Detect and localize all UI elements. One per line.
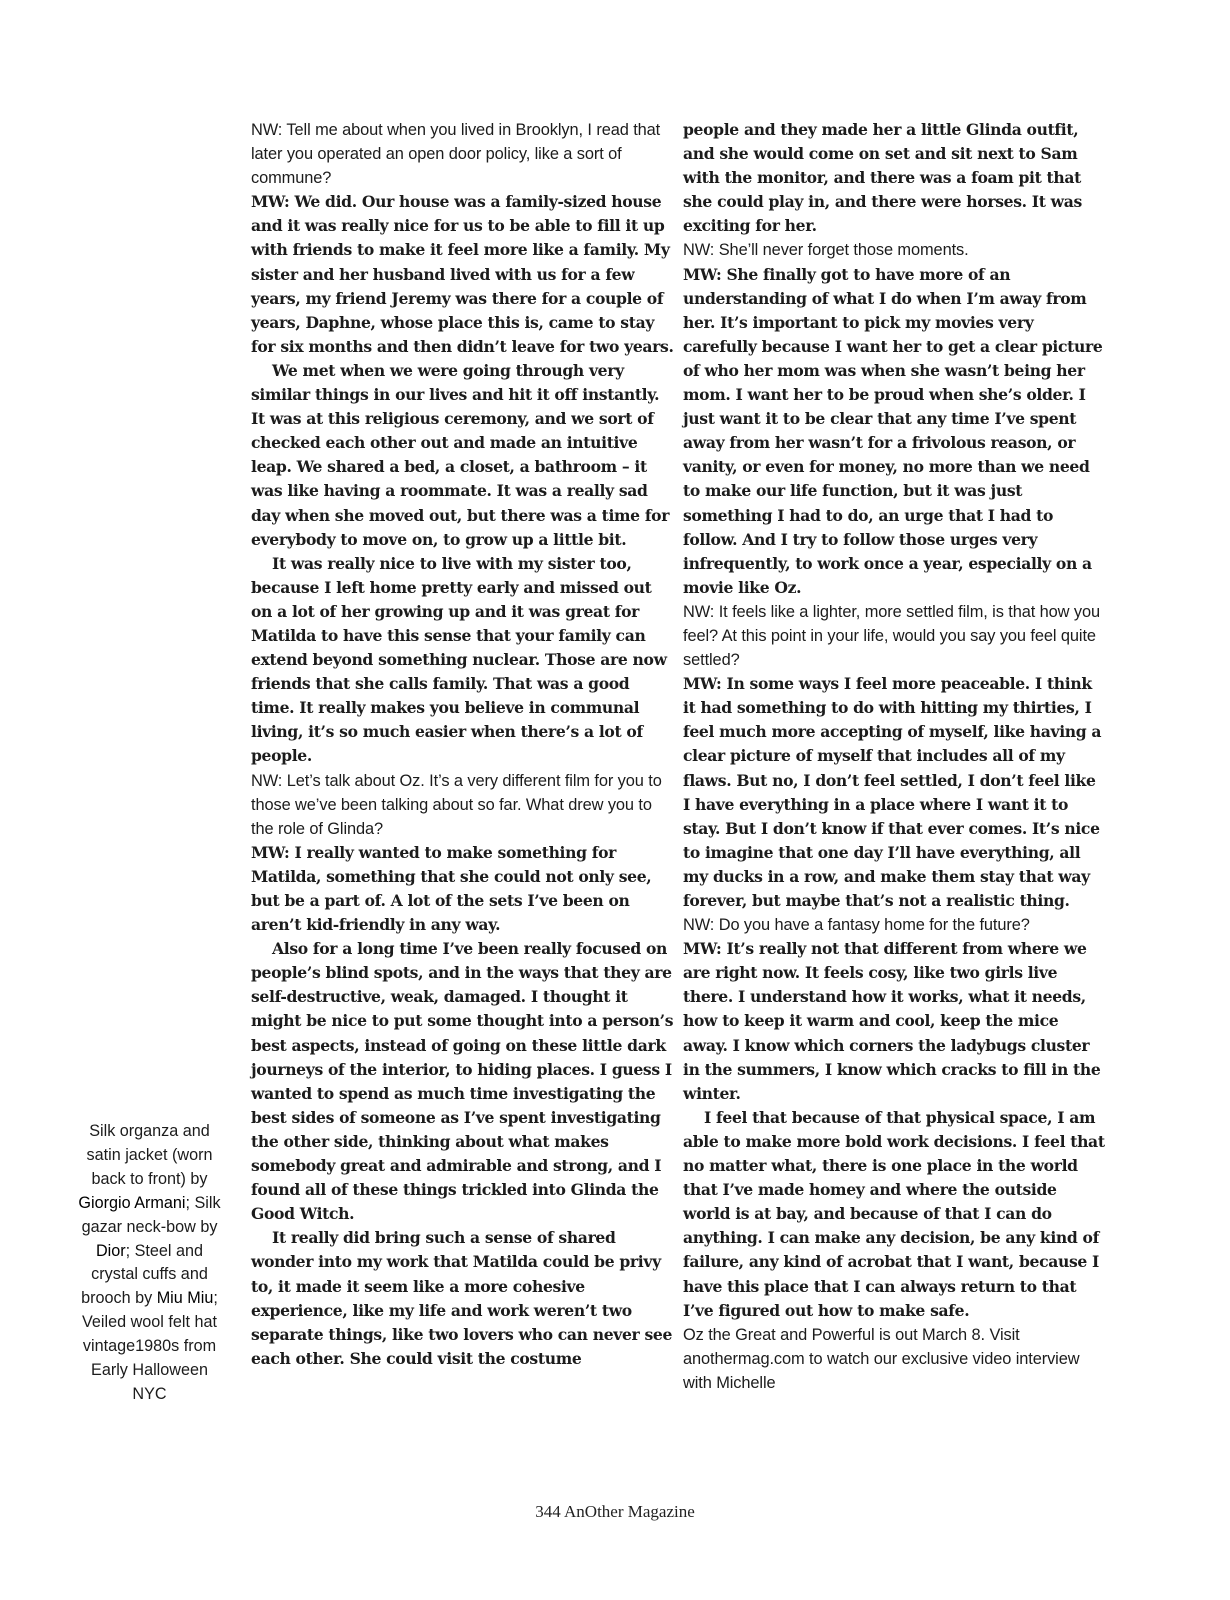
caption-text: Silk organza and satin jacket (worn back to front) by bbox=[86, 1122, 213, 1188]
interview-answer: MW: It’s really not that different from where we are right now. It feels cosy, like two girls live there. I understand how it works, what it needs, how to keep it warm and cool, keep the mice away. I know which corners the ladybugs cluster in the summers, I know which cracks to fill in the winter. bbox=[683, 939, 1101, 1103]
caption-credit: Miu Miu bbox=[156, 1289, 214, 1308]
interview-answer: people and they made her a little Glinda outfit, and she would come on set and sit next to Sam with the monitor, and there was a foam pit that she could play in, and there were horses. It was exciting for her. bbox=[683, 120, 1082, 236]
interview-question: Oz the Great and Powerful is out March 8. Visit anothermag.com to watch our exclusive video interview with Michelle bbox=[683, 1325, 1080, 1392]
interview-question: NW: Do you have a fantasy home for the future? bbox=[683, 916, 1030, 935]
interview-answer: I feel that because of that physical space, I am able to make more bold work decisions. I feel that no matter what, there is one place in the world that I’ve made homey and where the outside world is at bay, and because of that I can do anything. I can make any decision, be any kind of failure, any kind of acrobat that I want, because I have this place that I can always return to that I’ve figured out how to make safe. bbox=[683, 1107, 1105, 1320]
interview-question: NW: Tell me about when you lived in Brooklyn, I read that later you operated an open door policy, like a sort of commune? bbox=[251, 121, 661, 188]
interview-question: NW: It feels like a lighter, more settled film, is that how you feel? At this point in your life, would you say you feel quite settled? bbox=[683, 602, 1100, 670]
interview-answer: MW: We did. Our house was a family-sized house and it was really nice for us to be able to fill it up with friends to make it feel more like a family. My sister and her husband lived with us for a few years, my friend Jeremy was there for a couple of years, Daphne, whose place this is, came to stay for six months and then didn’t leave for two years. bbox=[251, 192, 674, 356]
article-column-right bbox=[683, 118, 1107, 1395]
interview-answer: MW: She finally got to have more of an understanding of what I do when I’m away from her. It’s important to pick my movies very carefully because I want her to get a clear picture of who her mom was when she wasn’t being her mom. I want her to be proud when she’s older. I just want it to be clear that any time I’ve spent away from her wasn’t for a frivolous reason, or vanity, or even for money, no more than we need to make our life function, but it was just something I had to do, an urge that I had to follow. And I try to follow those urges very infrequently, to work once a year, especially on a movie like Oz. bbox=[683, 264, 1103, 597]
caption-credit: Giorgio Armani bbox=[78, 1193, 186, 1212]
page-footer: 344 AnOther Magazine bbox=[535, 1502, 695, 1521]
caption-credit: Dior bbox=[95, 1241, 126, 1260]
interview-answer: Also for a long time I’ve been really focused on people’s blind spots, and in the ways that they are self-destructive, weak, damaged. I thought it might be nice to put some thought into a person’s best aspects, instead of going on these little dark journeys of the interior, to hiding places. I guess I wanted to spend as much time investigating the best sides of someone as I’ve spent investigating the other side, thinking about what makes somebody great and admirable and strong, and I found all of these things trickled into Glinda the Good Witch. bbox=[251, 939, 674, 1224]
interview-answer: MW: In some ways I feel more peaceable. I think it had something to do with hitting my thirties, I feel much more accepting of myself, like having a clear picture of myself that includes all of my flaws. But no, I don’t feel settled, I don’t feel like I have everything in a place where I want it to stay. But I don’t know if that ever comes. It’s nice to imagine that one day I’ll have everything, all my ducks in a row, and make them stay that way forever, but maybe that’s not a realistic thing. bbox=[683, 674, 1102, 910]
interview-answer: MW: I really wanted to make something for Matilda, something that she could not only see, but be a part of. A lot of the sets I’ve been on aren’t kid-friendly in any way. bbox=[251, 842, 652, 935]
interview-answer: We met when we were going through very similar things in our lives and hit it off instantly. It was at this religious ceremony, and we sort of checked each other out and made an intuitive leap. We shared a bed, a closet, a bathroom – it was like having a roommate. It was a really sad day when she moved out, but there was a time for everybody to move on, to grow up a little bit. bbox=[251, 360, 670, 549]
interview-question: NW: She’ll never forget those moments. bbox=[683, 241, 969, 260]
interview-answer: It really did bring such a sense of shared wonder into my work that Matilda could be privy to, it made it seem like a more cohesive experience, like my life and work weren’t two separate things, like two lovers who can never see each other. She could visit the costume bbox=[251, 1228, 673, 1368]
interview-question: NW: Let’s talk about Oz. It’s a very different film for you to those we’ve been talking about so far. What drew you to the role of Glinda? bbox=[251, 771, 662, 838]
article-column-left bbox=[251, 118, 675, 1371]
photo-caption bbox=[78, 1120, 221, 1407]
interview-answer: It was really nice to live with my sister too, because I left home pretty early and missed out on a lot of her growing up and it was great for Matilda to have this sense that your family can extend beyond something nuclear. Those are now friends that she calls family. That was a good time. It really makes you believe in communal living, it’s so much easier when there’s a lot of people. bbox=[251, 553, 667, 766]
caption-text: ; Steel and crystal cuffs and brooch by bbox=[81, 1241, 208, 1308]
caption-text: ; Silk gazar neck-bow by bbox=[81, 1193, 221, 1236]
caption-text: ; Veiled wool felt hat vintage1980s from Early Halloween NYC bbox=[82, 1289, 218, 1403]
